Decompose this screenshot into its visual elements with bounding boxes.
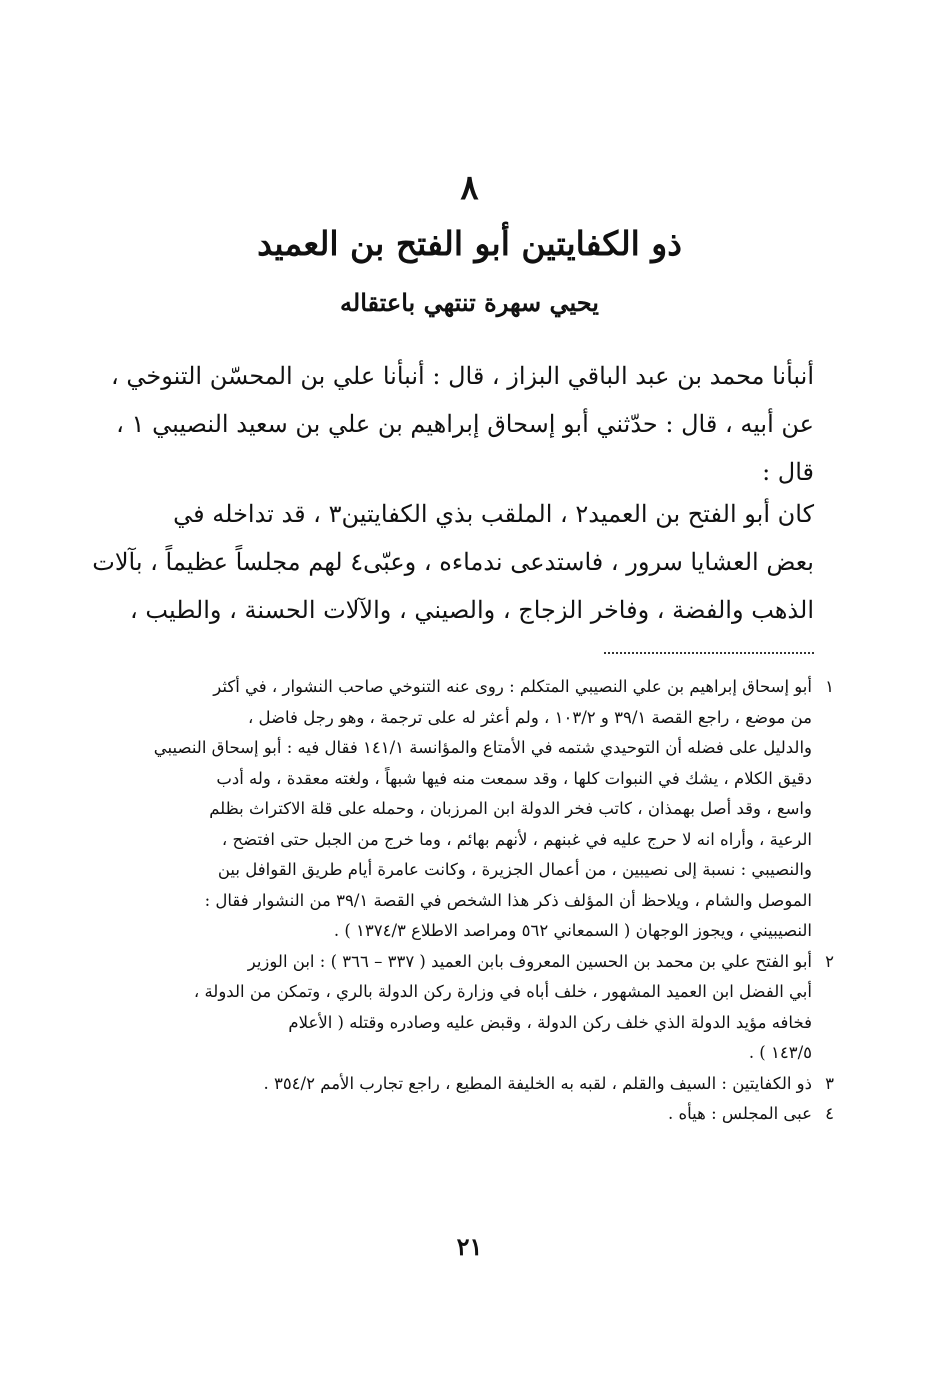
footnote-line: أبي الفضل ابن العميد المشهور ، خلف أباه في وزارة ركن الدولة بالري ، وتمكن من الدولة ، [193,982,812,1001]
footnote-number: ٢ [825,951,834,971]
footnote-3 [114,1069,834,1100]
footnote-line: عبى المجلس : هيأه . [667,1104,812,1123]
body-line: بعض العشايا سرور ، فاستدعى ندماءه ، وعبّى٤ لهم مجلساً عظيماً ، بآلات [92,548,814,576]
footnote-line: أبو إسحاق إبراهيم بن علي النصيبي المتكلم : روى عنه التنوخي صاحب النشوار ، في أكثر [213,677,812,696]
footnote-4 [114,1099,834,1130]
body-paragraph-2 [92,490,814,634]
body-line: الذهب والفضة ، وفاخر الزجاج ، والصيني ، والآلات الحسنة ، والطيب ، [130,596,814,624]
footnote-line: ذو الكفايتين : السيف والقلم ، لقبه به الخليفة المطيع ، راجع تجارب الأمم ٣٥٤/٢ . [263,1073,812,1093]
footnote-line: والنصيبي : نسبة إلى نصيبين ، من أعمال الجزيرة ، وكانت عامرة أيام طريق القوافل بين [217,860,812,879]
chapter-number: ٨ [460,168,479,208]
chapter-title: ذو الكفايتين أبو الفتح بن العميد [257,224,682,263]
footnote-number: ٤ [825,1104,834,1123]
body-paragraph-1 [110,352,814,496]
footnote-line: والدليل على فضله أن التوحيدي شتمه في الأمتاع والمؤانسة ١٤١/١ فقال فيه : أبو إسحاق النصيبي [153,738,812,757]
page-number: ٢١ [456,1232,483,1261]
footnote-line: ١٤٣/٥ ) . [748,1043,812,1062]
chapter-subtitle: يحيي سهرة تنتهي باعتقاله [340,288,599,317]
body-line: قال : [762,458,814,486]
footnote-line: من موضع ، راجع القصة ٣٩/١ و ١٠٣/٢ ، ولم أعثر له على ترجمة ، وهو رجل فاضل ، [247,707,812,727]
footnote-line: واسع ، وقد أصل بهمذان ، كاتب فخر الدولة ابن المرزبان ، وحمله على قلة الاكتراث بظلم [209,799,812,818]
footnote-line: الرعية ، وأراه انه لا حرج عليه في غبنهم ، لأنهم بهائم ، وما خرج من الجبل حتى افتضح ، [221,829,812,849]
body-line: عن أبيه ، قال : حدّثني أبو إسحاق إبراهيم بن علي بن سعيد النصيبي ١ ، [116,410,814,438]
footnote-separator [604,652,814,654]
footnote-line: الموصل والشام ، ويلاحظ أن المؤلف ذكر هذا الشخص في القصة ٣٩/١ من النشوار فقال : [204,890,812,910]
footnote-line: النصيبيني ، ويجوز الوجهان ( السمعاني ٥٦٢ ومراصد الاطلاع ١٣٧٤/٣ ) . [333,921,812,940]
footnote-line: دقيق الكلام ، يشك في النبوات كلها ، وقد سمعت منه فيها شبهاً ، ولغته معقدة ، وله أدب [216,768,812,788]
body-line: كان أبو الفتح بن العميد٢ ، الملقب بذي الكفايتين٣ ، قد تداخله في [173,500,814,528]
footnote-line: أبو الفتح علي بن محمد بن الحسين المعروف بابن العميد ( ٣٣٧ – ٣٦٦ ) : ابن الوزير [247,951,812,971]
footnotes [114,672,834,1130]
footnote-number: ١ [825,677,834,696]
footnote-2 [114,947,834,1069]
body-line: أنبأنا محمد بن عبد الباقي البزاز ، قال : أنبأنا علي بن المحسّن التنوخي ، [110,362,814,390]
footnote-number: ٣ [825,1073,834,1093]
footnote-1 [114,672,834,947]
footnote-line: فخافه مؤيد الدولة الذي خلف ركن الدولة ، وقبض عليه وصادره وقتله ( الأعلام [288,1012,812,1032]
